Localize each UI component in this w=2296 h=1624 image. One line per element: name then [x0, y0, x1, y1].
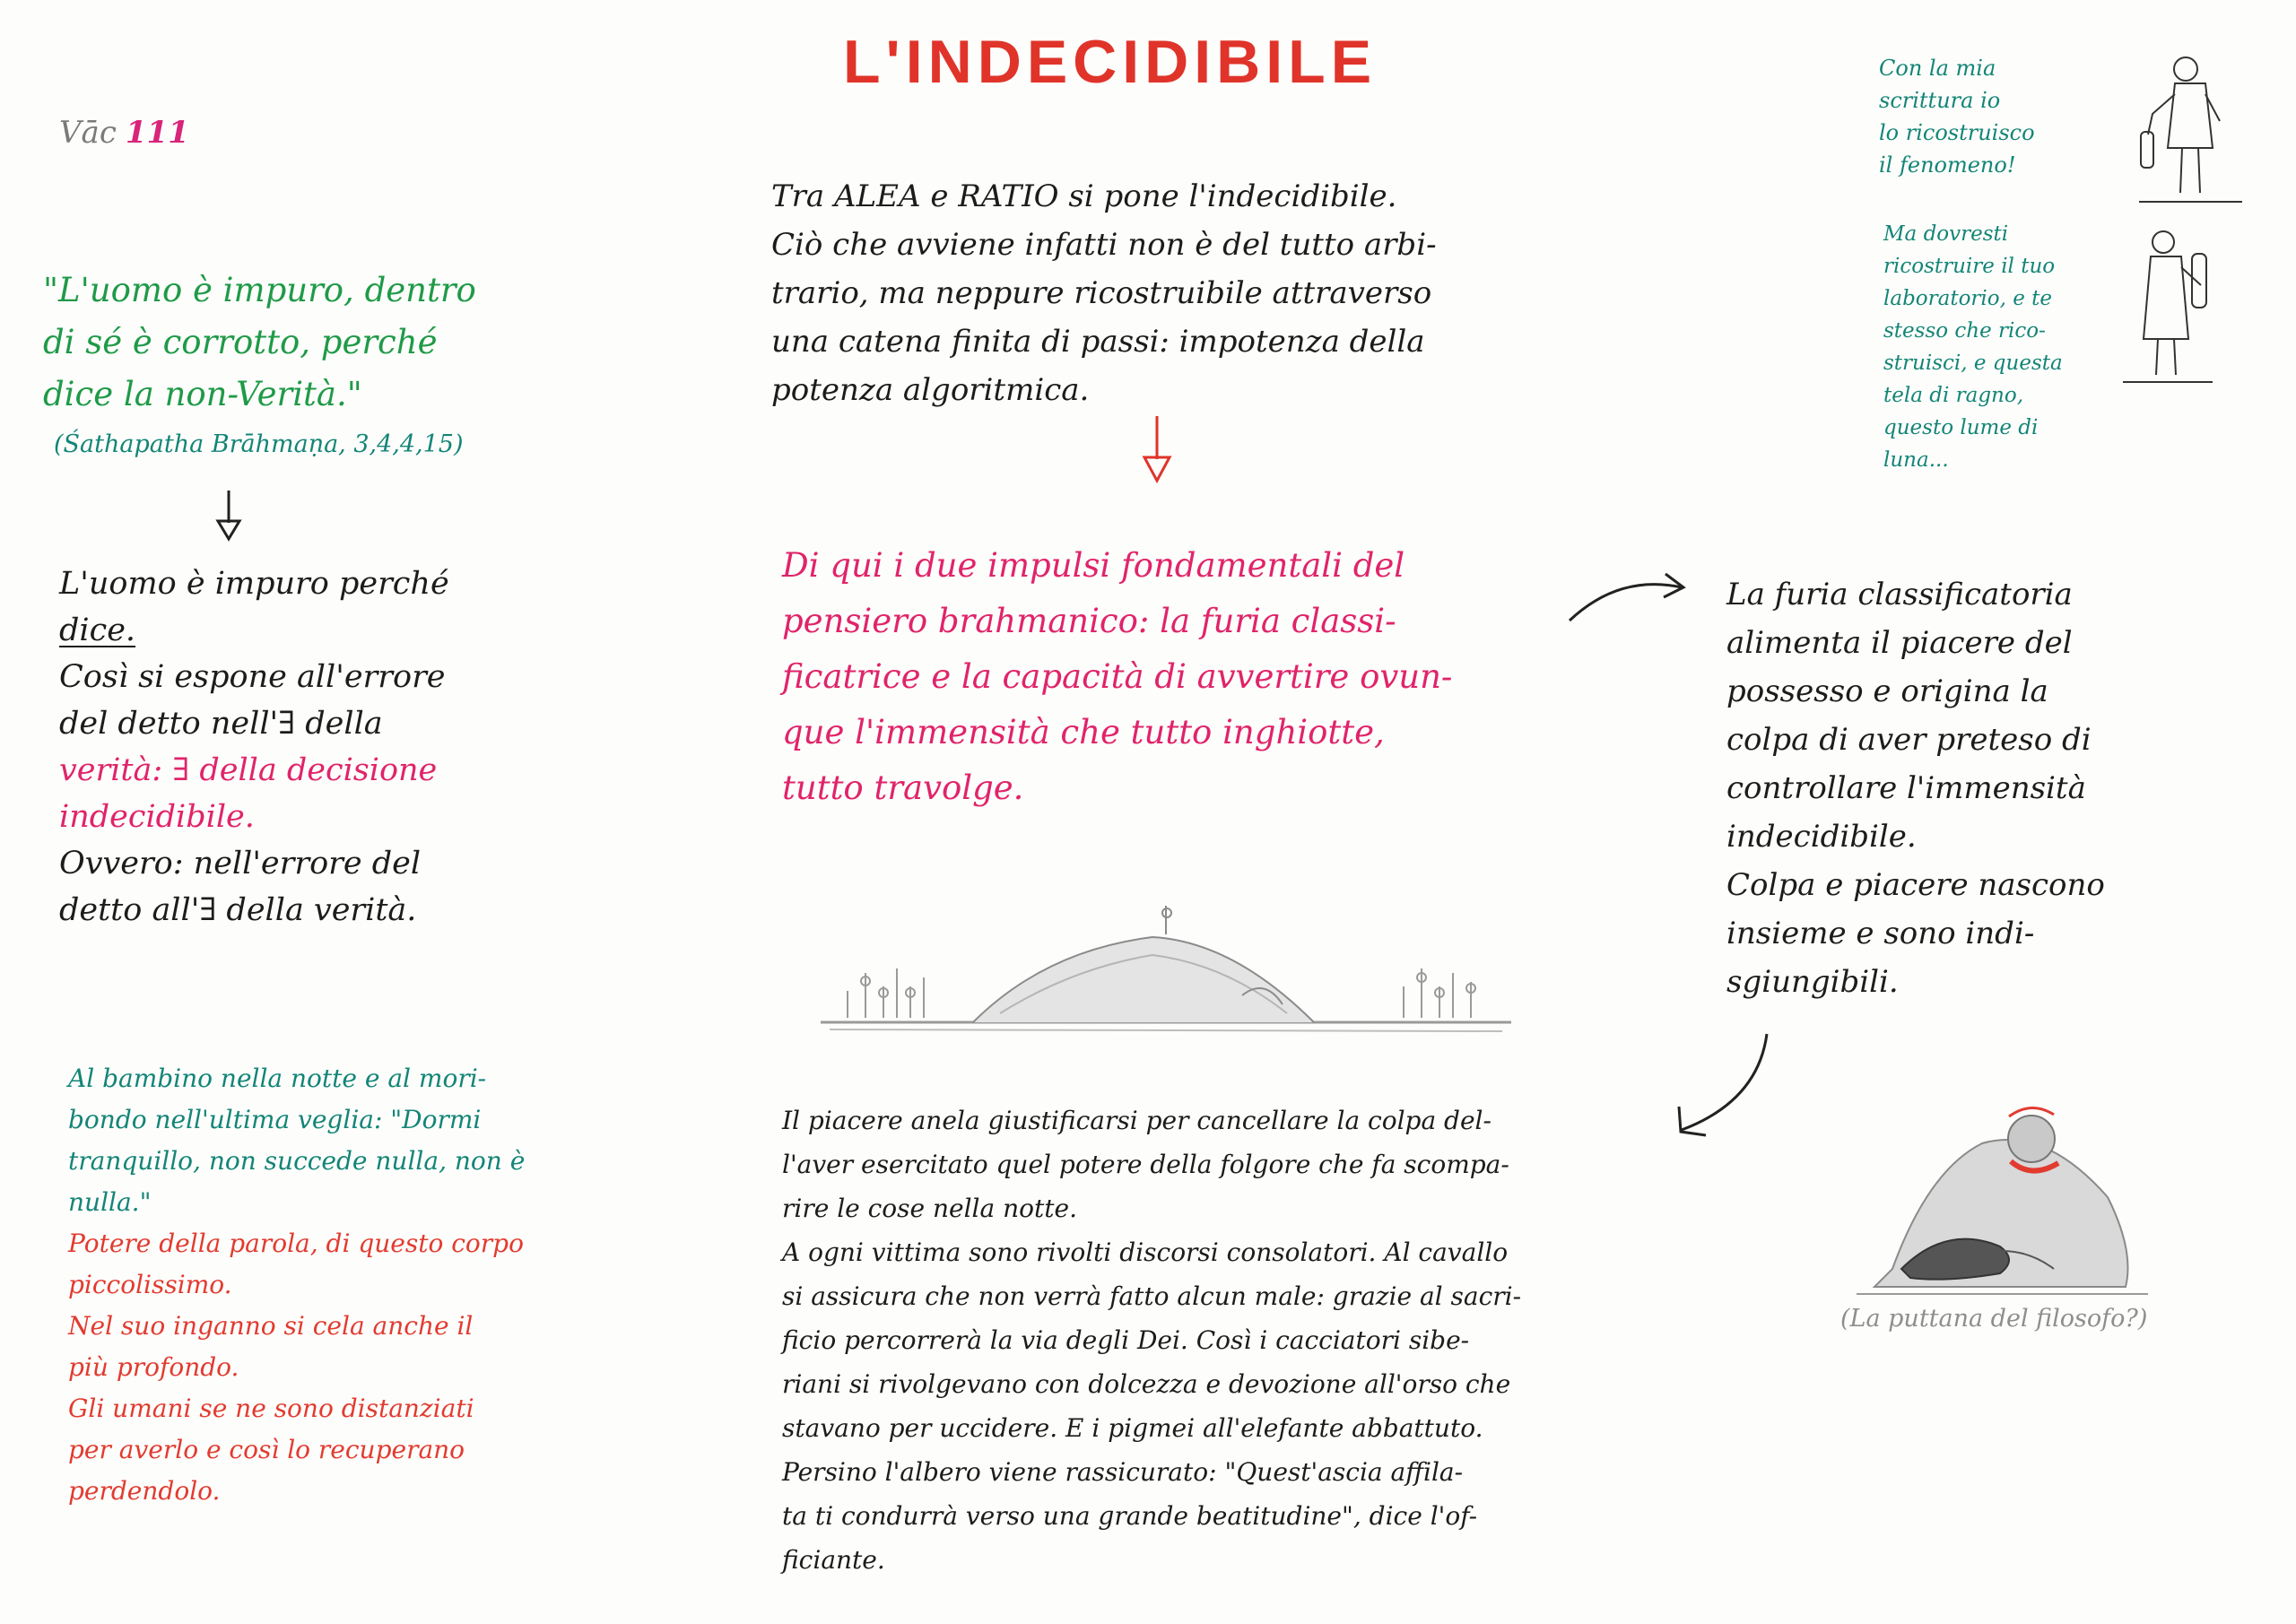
text-line: riani si rivolgevano con dolcezza e devozione all'orso che [782, 1369, 1511, 1399]
text-line: Ciò che avviene infatti non è del tutto arbi- [771, 227, 1437, 263]
teal-line: tranquillo, non succede nulla, non è [68, 1146, 526, 1176]
classificatory-fury-paragraph [1726, 570, 2105, 1006]
red-line: per averlo e così lo recuperano [68, 1435, 465, 1464]
text-line: sgiungibili. [1726, 964, 1899, 1000]
text-line: si assicura che non verrà fatto alcun male: grazie al sacri- [782, 1281, 1522, 1311]
scientist-sketch [2130, 49, 2247, 215]
text-line: detto all'∃ della verità. [59, 892, 417, 928]
text-line: una catena finita di passi: impotenza della [771, 324, 1425, 360]
kneeling-figures-sketch [1839, 1090, 2161, 1305]
text-line: pensiero brahmanico: la furia classi- [782, 602, 1396, 640]
consolation-paragraph [782, 1099, 1521, 1582]
word-power-note [68, 1058, 525, 1512]
text-line-highlight: verità: ∃ della decisione [59, 752, 438, 788]
text-line: colpa di aver preteso di [1726, 722, 2092, 758]
underlined-word: dice. [59, 612, 136, 648]
red-line: Gli umani se ne sono distanziati [68, 1394, 474, 1423]
text-line: rire le cose nella notte. [782, 1194, 1077, 1223]
red-line: perdendolo. [68, 1476, 221, 1506]
text-line: possesso e origina la [1726, 673, 2048, 709]
note-line: lo ricostruisco [1879, 120, 2035, 145]
text-line: ta ti condurrà verso una grande beatitudine", dice l'of- [782, 1501, 1478, 1531]
red-line: Potere della parola, di questo corpo [68, 1229, 524, 1258]
note-line: ricostruire il tuo [1883, 255, 2056, 278]
text-line: L'uomo è impuro perché [59, 566, 449, 602]
red-line: piccolissimo. [68, 1270, 232, 1299]
page-title: L'INDECIDIBILE [843, 28, 1378, 96]
alea-ratio-paragraph [771, 172, 1437, 414]
page-reference [59, 115, 189, 151]
text-line: ficatrice e la capacità di avvertire ovun- [782, 657, 1453, 696]
reference-number: 111 [125, 115, 189, 151]
text-line: stavano per uccidere. E i pigmei all'elefante abbattuto. [782, 1413, 1483, 1443]
text-line: potenza algoritmica. [771, 372, 1090, 408]
text-line: Di qui i due impulsi fondamentali del [782, 546, 1405, 585]
teal-line: bondo nell'ultima veglia: "Dormi [68, 1105, 482, 1134]
note-line: tela di ragno, [1883, 384, 2024, 407]
reconstruction-note [1879, 52, 2035, 181]
sketch-caption: (La puttana del filosofo?) [1840, 1305, 2148, 1333]
quote-citation: (Śathapatha Brāhmaṇa, 3,4,4,15) [54, 430, 464, 458]
text-line: ficio percorrerà la via degli Dei. Così i cacciatori sibe- [782, 1325, 1470, 1355]
brahmana-quote [43, 265, 476, 421]
text-line: alimenta il piacere del [1726, 625, 2073, 661]
text-line: Persino l'albero viene rassicurato: "Quest'ascia affila- [782, 1457, 1464, 1487]
note-line: stesso che rico- [1883, 319, 2046, 343]
curved-arrow-right-icon [1565, 565, 1700, 628]
quote-line: dice la non-Verità." [43, 375, 362, 413]
impurity-paragraph [59, 560, 449, 934]
mound-sketch [812, 888, 1520, 1045]
down-arrow-icon [215, 489, 242, 543]
text-line-highlight: indecidibile. [59, 799, 255, 835]
text-line: trario, ma neppure ricostruibile attraverso [771, 275, 1432, 311]
laboratory-note [1883, 218, 2063, 476]
text-line [59, 607, 449, 654]
note-line: scrittura io [1879, 88, 2001, 113]
text-line: Così si espone all'errore [59, 659, 446, 695]
text-line: Ovvero: nell'errore del [59, 846, 422, 881]
teal-line: nulla." [68, 1187, 152, 1217]
note-line: laboratorio, e te [1883, 287, 2053, 310]
red-line: più profondo. [68, 1352, 239, 1382]
note-line: Ma dovresti [1883, 222, 2009, 246]
brahmanic-impulses-paragraph [782, 538, 1452, 816]
text-line: l'aver esercitato quel potere della folgore che fa scompa- [782, 1150, 1509, 1179]
text-line: La furia classificatoria [1726, 577, 2073, 612]
note-line: questo lume di [1883, 416, 2039, 439]
quote-line: "L'uomo è impuro, dentro [43, 271, 476, 309]
figure-sketch [2118, 222, 2217, 393]
text-line: controllare l'immensità [1726, 770, 2086, 806]
reference-prefix: Vāc [59, 115, 117, 151]
teal-line: Al bambino nella notte e al mori- [68, 1064, 487, 1093]
text-line: ficiante. [782, 1545, 885, 1575]
note-line: Con la mia [1879, 56, 1996, 81]
text-line: que l'immensità che tutto inghiotte, [782, 713, 1385, 751]
red-down-arrow-icon [1141, 414, 1173, 486]
note-line: struisci, e questa [1883, 352, 2063, 375]
quote-line: di sé è corrotto, perché [43, 323, 438, 361]
curved-arrow-down-left-icon [1668, 1029, 1776, 1142]
text-line: A ogni vittima sono rivolti discorsi consolatori. Al cavallo [782, 1238, 1509, 1267]
note-line: il fenomeno! [1879, 152, 2016, 178]
text-line: insieme e sono indi- [1726, 916, 2035, 951]
text-line: indecidibile. [1726, 819, 1917, 855]
text-line: Tra ALEA e RATIO si pone l'indecidibile. [771, 178, 1397, 214]
note-line: luna... [1883, 448, 1949, 472]
text-line: del detto nell'∃ della [59, 706, 383, 742]
red-line: Nel suo inganno si cela anche il [68, 1311, 474, 1341]
text-line: tutto travolge. [782, 769, 1024, 807]
text-line: Il piacere anela giustificarsi per cancellare la colpa del- [782, 1106, 1492, 1135]
text-line: Colpa e piacere nascono [1726, 867, 2105, 903]
